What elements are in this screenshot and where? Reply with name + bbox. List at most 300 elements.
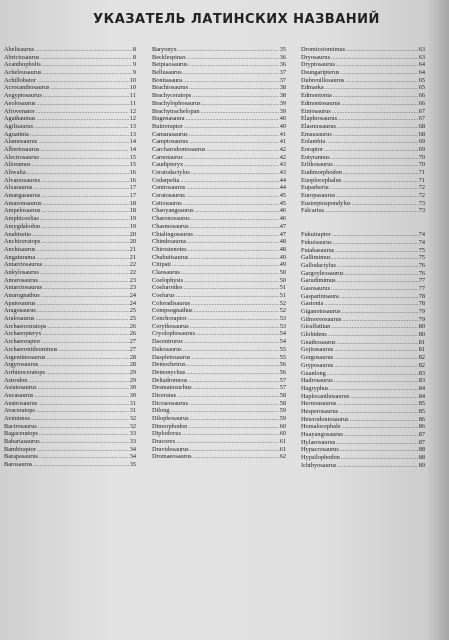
entry-page-number: 81 <box>418 346 425 354</box>
index-entry <box>4 461 136 469</box>
entry-name: Dryptosaurus <box>301 61 335 69</box>
leader-dots <box>184 161 279 169</box>
entry-name: Chasmosaurus <box>152 222 189 230</box>
leader-dots <box>190 323 279 331</box>
index-entry <box>4 438 136 446</box>
entry-page-number: 36 <box>279 61 286 69</box>
entry-name: Cedarpelta <box>152 176 180 184</box>
leader-dots <box>340 293 418 301</box>
entry-name: Avaceratops <box>4 407 36 415</box>
index-entry <box>301 247 425 255</box>
entry-page-number: 74 <box>418 231 425 239</box>
entry-name: Coeluroides <box>152 284 183 292</box>
leader-dots <box>184 123 279 131</box>
entry-name: Archaeopteryx <box>4 330 42 338</box>
index-entry <box>152 377 286 385</box>
leader-dots <box>39 277 129 285</box>
index-entry <box>152 54 286 62</box>
leader-dots <box>330 385 418 393</box>
entry-page-number: 65 <box>418 76 425 84</box>
entry-name: Anabisetia <box>4 230 31 238</box>
leader-dots <box>337 123 418 131</box>
entry-name: Carnotaurus <box>152 153 183 161</box>
index-entry <box>301 339 425 347</box>
leader-dots <box>181 269 279 277</box>
leader-dots <box>41 238 128 246</box>
leader-dots <box>189 131 279 139</box>
entry-page-number: 18 <box>129 199 136 207</box>
leader-dots <box>43 261 129 269</box>
entry-page-number: 84 <box>418 384 425 392</box>
index-entry <box>301 323 425 331</box>
index-entry <box>4 423 136 431</box>
entry-name: Asiatosaurus <box>4 384 37 392</box>
entry-page-number: 47 <box>279 230 286 238</box>
entry-name: Camarasaurus <box>152 130 188 138</box>
leader-dots <box>187 361 279 369</box>
index-entry <box>152 161 286 169</box>
entry-name: Arrhinoceratops <box>4 368 45 376</box>
entry-name: Gilmoreosaurus <box>301 315 342 323</box>
entry-name: Bugenasaura <box>152 115 185 123</box>
index-entry <box>152 453 286 461</box>
entry-page-number: 41 <box>279 130 286 138</box>
entry-name: Bactrosaurus <box>4 422 37 430</box>
index-entry <box>301 439 425 447</box>
entry-name: Conchoraptor <box>152 315 187 323</box>
index-entry <box>4 361 136 369</box>
leader-dots <box>41 292 129 300</box>
index-entry <box>152 146 286 154</box>
leader-dots <box>40 215 129 223</box>
entry-page-number: 75 <box>418 246 425 254</box>
index-entry <box>4 154 136 162</box>
entry-page-number: 64 <box>418 69 425 77</box>
entry-name: Achelousaurus <box>4 69 42 77</box>
entry-name: Archaeornithomimus <box>4 345 58 353</box>
entry-name: Fukuiraptor <box>301 231 331 239</box>
entry-name: Heterodontosaurus <box>301 415 349 423</box>
leader-dots <box>41 338 128 346</box>
index-entry <box>301 192 425 200</box>
leader-dots <box>327 370 418 378</box>
entry-page-number: 32 <box>129 422 136 430</box>
entry-page-number: 31 <box>129 399 136 407</box>
leader-dots <box>36 100 128 108</box>
leader-dots <box>337 462 417 470</box>
leader-dots <box>342 423 418 431</box>
leader-dots <box>40 269 129 277</box>
entry-name: Alectrosaurus <box>4 153 39 161</box>
index-entry <box>4 161 136 169</box>
leader-dots <box>332 254 418 262</box>
entry-name: Antarctosaurus <box>4 261 43 269</box>
leader-dots <box>183 200 279 208</box>
index-entry <box>152 430 286 438</box>
entry-page-number: 39 <box>279 107 286 115</box>
index-entry <box>152 223 286 231</box>
index-entry <box>301 423 425 431</box>
entry-name: Achillobator <box>4 76 36 84</box>
entry-name: Eustreptospondylus <box>301 199 351 207</box>
leader-dots <box>42 61 132 69</box>
entry-page-number: 24 <box>129 299 136 307</box>
index-entry <box>4 100 136 108</box>
leader-dots <box>59 346 129 354</box>
leader-dots <box>182 430 279 438</box>
entry-page-number: 81 <box>418 338 425 346</box>
entry-name: Deinocheirus <box>152 361 186 369</box>
entry-page-number: 17 <box>129 184 136 192</box>
leader-dots <box>336 61 418 69</box>
leader-dots <box>42 69 131 77</box>
entry-page-number: 88 <box>418 446 425 454</box>
entry-page-number: 38 <box>279 92 286 100</box>
entry-page-number: 72 <box>418 192 425 200</box>
index-entry <box>4 261 136 269</box>
leader-dots <box>343 169 418 177</box>
leader-dots <box>352 200 418 208</box>
entry-page-number: 39 <box>279 99 286 107</box>
leader-dots <box>192 92 279 100</box>
entry-page-number: 71 <box>418 169 425 176</box>
entry-name: Chindesaurus <box>152 238 187 246</box>
index-entry <box>4 330 136 338</box>
entry-name: Bellusaurus <box>152 69 182 77</box>
entry-name: Eudimorphodon <box>301 169 342 176</box>
entry-name: Ankylosaurus <box>4 268 39 276</box>
entry-page-number: 18 <box>129 207 136 215</box>
leader-dots <box>33 184 128 192</box>
leader-dots <box>187 238 278 246</box>
entry-page-number: 23 <box>129 284 136 292</box>
entry-page-number: 61 <box>279 438 286 446</box>
entry-page-number: 46 <box>279 207 286 215</box>
entry-name: Euparkeria <box>301 184 329 192</box>
index-entry <box>301 262 425 270</box>
leader-dots <box>333 131 418 139</box>
entry-page-number: 19 <box>129 222 136 230</box>
index-entry <box>4 46 136 54</box>
index-entry <box>301 431 425 439</box>
leader-dots <box>172 261 279 269</box>
entry-page-number: 28 <box>129 353 136 361</box>
index-entry <box>4 108 136 116</box>
leader-dots <box>345 270 418 278</box>
entry-name: Chirostenotes <box>152 245 187 253</box>
entry-name: Afrovenator <box>4 107 35 115</box>
entry-name: Einiosaurus <box>301 107 331 115</box>
index-entry <box>301 123 425 131</box>
entry-name: Daspletosaurus <box>152 353 191 361</box>
index-entry <box>4 284 136 292</box>
index-entry <box>152 184 286 192</box>
entry-page-number: 63 <box>418 46 425 53</box>
leader-dots <box>41 223 129 231</box>
leader-dots <box>38 400 128 408</box>
index-entry <box>4 246 136 254</box>
entry-name: Abrictosaurus <box>4 53 40 61</box>
leader-dots <box>178 46 279 54</box>
index-entry <box>301 239 425 247</box>
index-entry <box>301 293 425 301</box>
index-entry <box>301 385 425 393</box>
entry-name: Aragosaurus <box>4 307 36 315</box>
index-entry <box>301 100 425 108</box>
index-entry <box>301 416 425 424</box>
leader-dots <box>345 77 417 85</box>
entry-name: Fukuisaurus <box>301 238 332 246</box>
index-entry <box>152 354 286 362</box>
entry-name: Claosaurus <box>152 268 180 276</box>
entry-page-number: 75 <box>418 254 425 262</box>
index-entry <box>152 284 286 292</box>
index-entry <box>152 292 286 300</box>
page-title: УКАЗАТЕЛЬ ЛАТИНСКИХ НАЗВАНИЙ <box>93 12 380 27</box>
entry-name: Camptosaurus <box>152 138 189 146</box>
leader-dots <box>190 223 279 231</box>
index-entry <box>301 454 425 462</box>
entry-page-number: 11 <box>129 99 136 107</box>
entry-name: Gargoyleosaurus <box>301 269 344 277</box>
index-entry <box>4 254 136 262</box>
index-entry <box>4 415 136 423</box>
entry-page-number: 38 <box>279 84 286 92</box>
leader-dots <box>337 277 418 285</box>
entry-page-number: 43 <box>279 161 286 169</box>
entry-name: Bagaceratops <box>4 430 38 438</box>
index-entry <box>301 46 425 54</box>
index-entry <box>4 384 136 392</box>
entry-page-number: 40 <box>279 115 286 123</box>
leader-dots <box>43 284 129 292</box>
entry-name: Homalocephale <box>301 423 341 431</box>
index-entry <box>301 377 425 385</box>
entry-name: Argyrosaurus <box>4 361 39 369</box>
entry-name: Deinonychus <box>152 368 186 376</box>
leader-dots <box>177 392 279 400</box>
entry-page-number: 13 <box>129 122 136 130</box>
leader-dots <box>176 292 279 300</box>
leader-dots <box>196 330 279 338</box>
index-entry <box>301 84 425 92</box>
leader-dots <box>41 192 128 200</box>
entry-page-number: 77 <box>418 284 425 292</box>
entry-page-number: 52 <box>279 299 286 307</box>
entry-page-number: 45 <box>279 199 286 207</box>
entry-name: Euoplocephalus <box>301 176 342 184</box>
entry-name: Amargasaurus <box>4 192 41 200</box>
entry-name: Caudipteryx <box>152 161 184 169</box>
entry-page-number: 44 <box>279 184 286 192</box>
entry-page-number: 62 <box>279 453 286 461</box>
leader-dots <box>337 262 418 270</box>
index-entry <box>4 407 136 415</box>
entry-name: Acanthopholis <box>4 61 41 69</box>
leader-dots <box>189 61 279 69</box>
index-entry <box>301 270 425 278</box>
leader-dots <box>31 415 129 423</box>
index-entry <box>301 277 425 285</box>
entry-page-number: 60 <box>279 430 286 438</box>
entry-name: Edmontonia <box>301 92 332 100</box>
leader-dots <box>342 177 417 185</box>
entry-page-number: 13 <box>129 130 136 138</box>
leader-dots <box>340 69 417 77</box>
leader-dots <box>171 407 279 415</box>
leader-dots <box>195 207 279 215</box>
entry-page-number: 30 <box>129 391 136 399</box>
leader-dots <box>184 277 279 285</box>
entry-name: Edmontosaurus <box>301 99 341 107</box>
leader-dots <box>38 138 128 146</box>
index-entry <box>4 131 136 139</box>
entry-name: Dicraeosaurus <box>152 399 189 407</box>
leader-dots <box>325 84 418 92</box>
entry-page-number: 79 <box>418 315 425 323</box>
index-entry <box>152 277 286 285</box>
entry-name: Citipati <box>152 261 171 269</box>
entry-page-number: 21 <box>129 253 136 261</box>
index-entry <box>4 177 136 185</box>
entry-page-number: 83 <box>418 369 425 377</box>
entry-page-number: 22 <box>129 268 136 276</box>
leader-dots <box>344 431 418 439</box>
leader-dots <box>39 453 129 461</box>
leader-dots <box>188 246 279 254</box>
leader-dots <box>350 393 417 401</box>
entry-name: Futabasaurus <box>301 246 335 254</box>
leader-dots <box>193 384 279 392</box>
leader-dots <box>190 415 279 423</box>
index-entry <box>301 207 425 215</box>
index-entry <box>152 100 286 108</box>
index-entry <box>301 54 425 62</box>
entry-page-number: 80 <box>418 323 425 331</box>
entry-name: Globidens <box>301 331 327 339</box>
entry-page-number: 83 <box>418 377 425 385</box>
index-entry <box>301 231 425 239</box>
leader-dots <box>342 316 417 324</box>
entry-name: Dsungaripterus <box>301 69 340 77</box>
entry-page-number: 77 <box>418 277 425 285</box>
entry-page-number: 17 <box>129 192 136 200</box>
index-entry <box>301 92 425 100</box>
entry-page-number: 21 <box>129 245 136 253</box>
index-entry <box>4 84 136 92</box>
entry-page-number: 59 <box>279 415 286 422</box>
leader-dots <box>190 446 279 454</box>
entry-page-number: 69 <box>418 145 425 153</box>
entry-name: Compsognathus <box>152 307 193 315</box>
entry-name: Astrodon <box>4 376 28 384</box>
entry-page-number: 76 <box>418 269 425 277</box>
entry-page-number: 44 <box>279 176 286 184</box>
leader-dots <box>341 454 418 462</box>
index-entry <box>301 154 425 162</box>
index-entry <box>152 169 286 177</box>
entry-page-number: 27 <box>129 345 136 353</box>
entry-name: Bambiraptor <box>4 445 36 453</box>
leader-dots <box>42 200 128 208</box>
entry-page-number: 80 <box>418 331 425 339</box>
leader-dots <box>333 239 418 247</box>
entry-name: Dracorex <box>152 438 176 446</box>
index-entry <box>4 315 136 323</box>
entry-name: Gorgosaurus <box>301 354 334 362</box>
entry-name: Baryonyx <box>152 46 177 53</box>
leader-dots <box>334 362 418 370</box>
entry-page-number: 47 <box>279 222 286 230</box>
leader-dots <box>332 231 418 239</box>
entry-name: Dimorphodon <box>152 422 188 430</box>
entry-name: Coelophysis <box>152 276 184 284</box>
entry-page-number: 34 <box>129 453 136 461</box>
index-entry <box>152 338 286 346</box>
entry-name: Hypsilophodon <box>301 454 340 462</box>
entry-name: Charonosaurus <box>152 215 190 223</box>
entry-page-number: 26 <box>129 330 136 338</box>
entry-page-number: 36 <box>279 53 286 61</box>
entry-name: Barosaurus <box>4 461 33 469</box>
index-entry <box>301 169 425 177</box>
entry-name: Coelurus <box>152 292 175 299</box>
entry-page-number: 46 <box>279 215 286 223</box>
leader-dots <box>331 154 418 162</box>
entry-name: Barapasaurus <box>4 453 38 461</box>
entry-name: Acrocanthosaurus <box>4 84 50 92</box>
entry-page-number: 37 <box>279 69 286 77</box>
entry-page-number: 15 <box>129 161 136 169</box>
index-entry <box>152 177 286 185</box>
index-entry <box>301 316 425 324</box>
index-entry <box>152 231 286 239</box>
entry-name: Anchisaurus <box>4 245 36 253</box>
entry-name: Elasmosaurus <box>301 122 336 130</box>
leader-dots <box>207 146 279 154</box>
index-entry <box>152 415 286 423</box>
entry-name: Alamosaurus <box>4 138 38 146</box>
index-entry <box>152 77 286 85</box>
entry-page-number: 78 <box>418 300 425 308</box>
leader-dots <box>37 77 129 85</box>
index-entry <box>301 177 425 185</box>
entry-page-number: 54 <box>279 330 286 338</box>
index-entry <box>301 184 425 192</box>
leader-dots <box>338 115 418 123</box>
index-entry <box>152 423 286 431</box>
index-entry <box>4 207 136 215</box>
entry-name: Hadrosaurus <box>301 377 333 385</box>
entry-name: Gnathosaurus <box>301 338 336 346</box>
index-entry <box>301 446 425 454</box>
entry-name: Bonitasaura <box>152 76 183 84</box>
leader-dots <box>37 307 129 315</box>
entry-name: Hagryphus <box>301 384 329 392</box>
index-entry <box>152 400 286 408</box>
entry-name: Aguatinia <box>4 130 29 138</box>
entry-page-number: 68 <box>418 130 425 138</box>
index-entry <box>4 446 136 454</box>
leader-dots <box>176 438 278 446</box>
entry-name: Abelisaurus <box>4 46 35 53</box>
entry-page-number: 53 <box>279 315 286 323</box>
entry-name: Brachyceratops <box>152 92 192 100</box>
entry-name: Angaturama <box>4 253 36 261</box>
entry-name: Aralosaurus <box>4 315 35 323</box>
leader-dots <box>350 416 418 424</box>
index-entry <box>4 238 136 246</box>
